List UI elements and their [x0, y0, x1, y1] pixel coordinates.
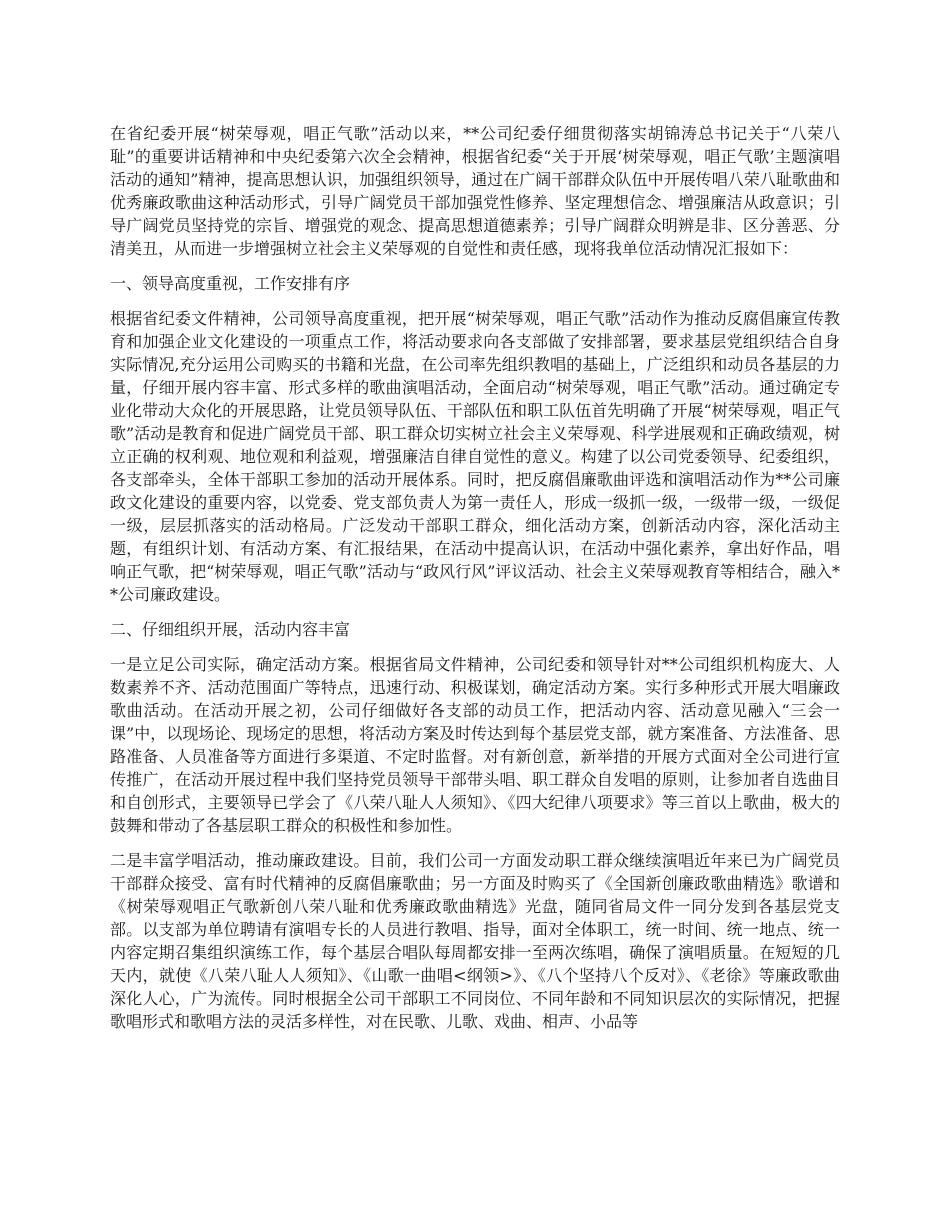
- document-body: [110, 122, 840, 1033]
- section-2-paragraph-2: 二是丰富学唱活动，推动廉政建设。目前，我们公司一方面发动职工群众继续演唱近年来已为广阔党员干部群众接受、富有时代精神的反腐倡廉歌曲；另一方面及时购买了《全国新创廉政歌曲精选》歌谱和《树荣辱观唱正气歌新创八荣八耻和优秀廉政歌曲精选》光盘，随同省局文件一同分发到各基层党支部。以支部为单位聘请有演唱专长的人员进行教唱、指导，面对全体职工，统一时间、统一地点、统一内容定期召集组织演练工作，每个基层合唱队每周都安排一至两次练唱，确保了演唱质量。在短短的几天内，就使《八荣八耻人人须知》、《山歌一曲唱<纲领>》、《八个坚持八个反对》、《老徐》等廉政歌曲深化人心，广为流传。同时根据全公司干部职工不同岗位、不同年龄和不同知识层次的实际情况，把握歌唱形式和歌唱方法的灵活多样性，对在民歌、儿歌、戏曲、相声、小品等: [110, 851, 840, 1031]
- section-2-paragraph-1: 一是立足公司实际，确定活动方案。根据省局文件精神，公司纪委和领导针对**公司组织机构庞大、人数素养不齐、活动范围面广等特点，迅速行动、积极谋划，确定活动方案。实行多种形式开展大唱廉政歌曲活动。在活动开展之初，公司仔细做好各支部的动员工作，把活动内容、活动意见融入“三会一课”中，以现场论、现场定的思想，将活动方案及时传达到每个基层党支部，就方案准备、方法准备、思路准备、人员准备等方面进行多渠道、不定时监督。对有新创意，新举措的开展方式面对全公司进行宣传推广，在活动开展过程中我们坚持党员领导干部带头唱、职工群众自发唱的原则，让参加者自选曲目和自创形式，主要领导已学会了《八荣八耻人人须知》、《四大纪律八项要求》等三首以上歌曲，极大的鼓舞和带动了各基层职工群众的积极性和参加性。: [110, 655, 840, 835]
- intro-paragraph: 在省纪委开展“树荣辱观，唱正气歌”活动以来，**公司纪委仔细贯彻落实胡锦涛总书记关于“八荣八耻”的重要讲话精神和中央纪委第六次全会精神，根据省纪委“关于开展‘树荣辱观，唱正气歌’主题演唱活动的通知”精神，提高思想认识，加强组织领导，通过在广阔干部群众队伍中开展传唱八荣八耻歌曲和优秀廉政歌曲这种活动形式，引导广阔党员干部加强党性修养、坚定理想信念、增强廉洁从政意识；引导广阔党员坚持党的宗旨、增强党的观念、提高思想道德素养；引导广阔群众明辨是非、区分善恶、分清美丑，从而进一步增强树立社会主义荣辱观的自觉性和责任感，现将我单位活动情况汇报如下：: [110, 124, 840, 258]
- section-heading-1: 一、领导高度重视，工作安排有序: [110, 274, 351, 293]
- section-1-paragraph: 根据省纪委文件精神，公司领导高度重视，把开展“树荣辱观，唱正气歌”活动作为推动反腐倡廉宣传教育和加强企业文化建设的一项重点工作，将活动要求向各支部做了安排部署，要求基层党组织结合自身实际情况,充分运用公司购买的书籍和光盘，在公司率先组织教唱的基础上，广泛组织和动员各基层的力量，仔细开展内容丰富、形式多样的歌曲演唱活动，全面启动“树荣辱观，唱正气歌”活动。通过确定专业化带动大众化的开展思路，让党员领导队伍、干部队伍和职工队伍首先明确了开展“树荣辱观，唱正气歌”活动是教育和促进广阔党员干部、职工群众切实树立社会主义荣辱观、科学进展观和正确政绩观，树立正确的权利观、地位观和利益观，增强廉洁自律自觉性的意义。构建了以公司党委领导、纪委组织，各支部牵头，全体干部职工参加的活动开展体系。同时，把反腐倡廉歌曲评选和演唱活动作为**公司廉政文化建设的重要内容，以党委、党支部负责人为第一责任人，形成一级抓一级，一级带一级，一级促一级，层层抓落实的活动格局。广泛发动干部职工群众，细化活动方案，创新活动内容，深化活动主题，有组织计划、有活动方案、有汇报结果，在活动中提高认识，在活动中强化素养，拿出好作品，唱响正气歌，把“树荣辱观，唱正气歌”活动与“政风行风”评议活动、社会主义荣辱观教育等相结合，融入**公司廉政建设。: [110, 309, 840, 604]
- section-heading-2: 二、仔细组织开展，活动内容丰富: [110, 620, 351, 639]
